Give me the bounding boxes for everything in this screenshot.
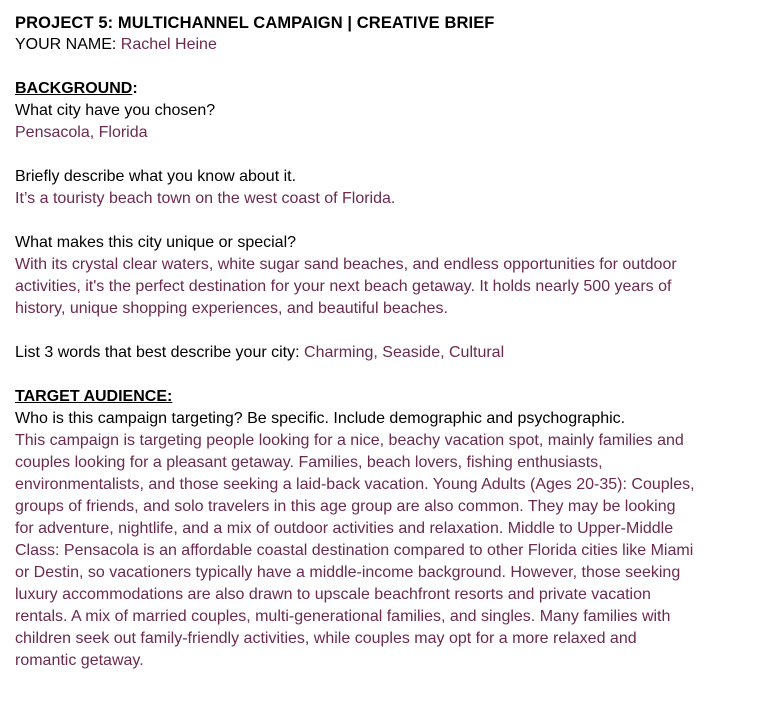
answer-line: rentals. A mix of married couples, multi-generational families, and singles. Many families with	[15, 608, 671, 625]
name-row	[15, 34, 745, 56]
answer-line: history, unique shopping experiences, and beautiful beaches.	[15, 300, 448, 317]
answer-line: for adventure, nightlife, and a mix of outdoor activities and relaxation. Middle to Upper-Middle	[15, 520, 674, 537]
answer-line: With its crystal clear waters, white sugar sand beaches, and endless opportunities for outdoor	[15, 256, 677, 273]
background-answer-2: It’s a touristy beach town on the west coast of Florida.	[15, 190, 396, 207]
background-answer-3	[15, 254, 745, 320]
answer-line: luxury accommodations are also drawn to upscale beachfront resorts and private vacation	[15, 586, 651, 603]
answer-line: activities, it's the perfect destination for your next beach getaway. It holds nearly 500 years of	[15, 278, 672, 295]
background-question-2: Briefly describe what you know about it.	[15, 168, 297, 185]
background-question-3: What makes this city unique or special?	[15, 234, 297, 251]
answer-line: Class: Pensacola is an affordable coastal destination compared to other Florida cities like Miami	[15, 542, 694, 559]
background-answer-4: Charming, Seaside, Cultural	[304, 344, 505, 361]
target-audience-heading-row	[15, 386, 745, 408]
background-answer-1: Pensacola, Florida	[15, 124, 148, 141]
target-audience-question: Who is this campaign targeting? Be specific. Include demographic and psychographic.	[15, 410, 626, 427]
background-question-1: What city have you chosen?	[15, 102, 216, 119]
name-label: YOUR NAME:	[15, 36, 117, 53]
background-heading-row: BACKGROUND:	[15, 80, 138, 97]
answer-line: or Destin, so vacationers typically have a middle-income background. However, those seeking	[15, 564, 681, 581]
answer-line: children seek out family-friendly activities, while couples may opt for a more relaxed and	[15, 630, 637, 647]
answer-line: environmentalists, and those seeking a laid-back vacation. Young Adults (Ages 20-35): Couples,	[15, 476, 695, 493]
background-heading: BACKGROUND	[15, 80, 133, 97]
answer-line: groups of friends, and solo travelers in this age group are also common. They may be looking	[15, 498, 676, 515]
name-value: Rachel Heine	[120, 36, 217, 53]
target-audience-heading: TARGET AUDIENCE:	[15, 388, 173, 405]
target-audience-answer	[15, 430, 745, 672]
answer-line: romantic getaway.	[15, 652, 144, 669]
background-question-4: List 3 words that best describe your city:	[15, 344, 300, 361]
answer-line: couples looking for a pleasant getaway. Families, beach lovers, fishing enthusiasts,	[15, 454, 603, 471]
document-title: PROJECT 5: MULTICHANNEL CAMPAIGN | CREATIVE BRIEF	[15, 14, 495, 32]
background-question-4-row	[15, 342, 745, 364]
creative-brief-document	[15, 12, 745, 672]
answer-line: This campaign is targeting people looking for a nice, beachy vacation spot, mainly families and	[15, 432, 684, 449]
